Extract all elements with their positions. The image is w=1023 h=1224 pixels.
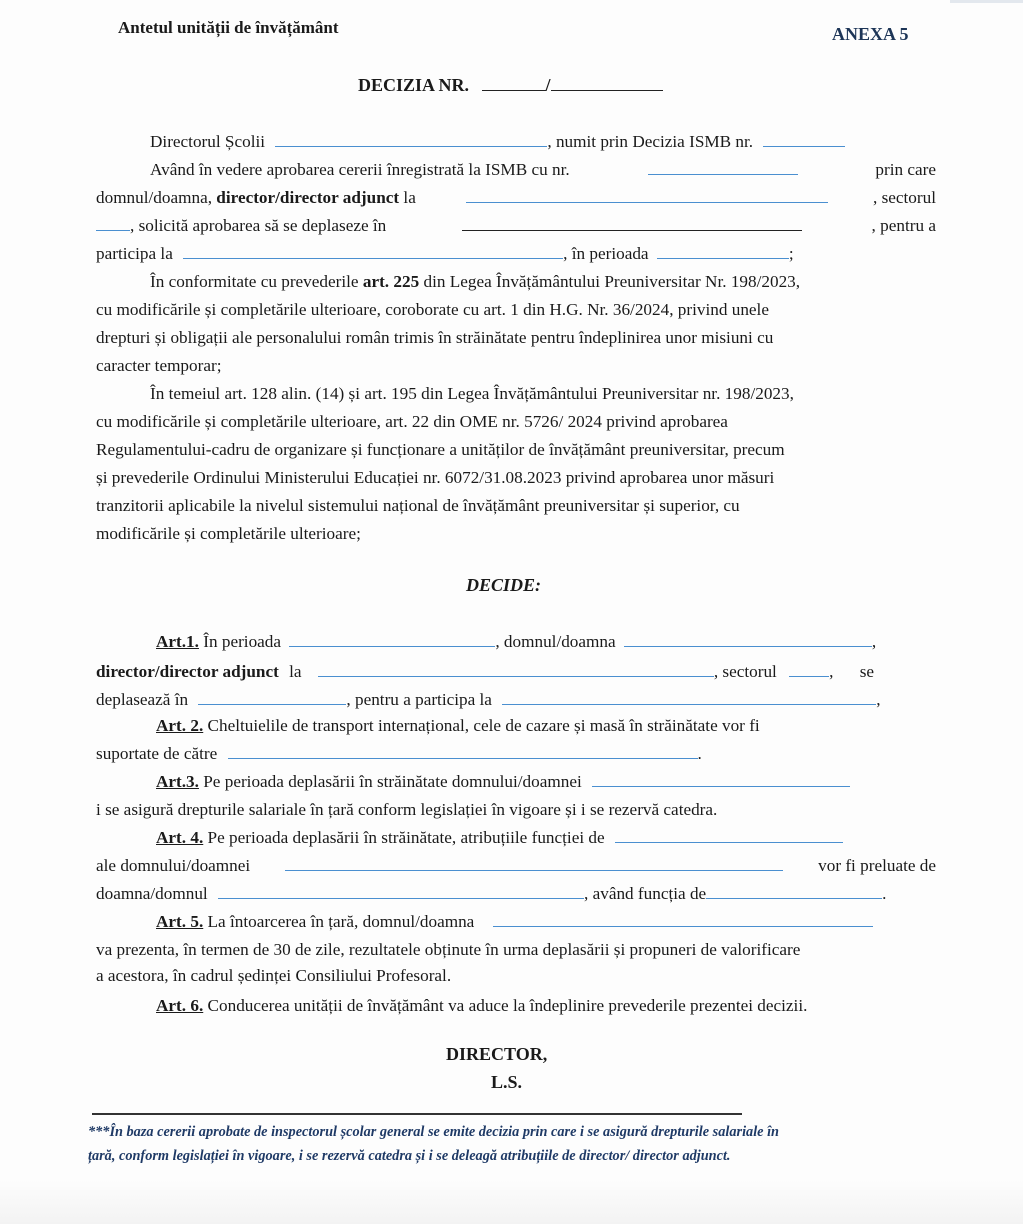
text: , pentru a	[871, 216, 936, 235]
art4-replacement-field[interactable]	[218, 884, 584, 899]
text: Având în vedere aprobarea cererii înregistrată la ISMB cu nr.	[150, 160, 570, 179]
text: În perioada	[203, 632, 282, 651]
art1-line-2	[96, 658, 936, 686]
preamble-line-9: caracter temporar;	[96, 356, 222, 375]
text: director/director adjunct	[216, 188, 400, 207]
art1-sector-field[interactable]	[789, 662, 829, 677]
decision-number-field[interactable]	[482, 76, 546, 91]
text: Pe perioada deplasării în străinătate domnului/doamnei	[203, 772, 582, 791]
decision-title-sep: /	[545, 75, 551, 95]
art3-line-2: i se asigură drepturile salariale în țară conform legislației în vigoare și i se rezervă catedra.	[96, 800, 718, 819]
school-name-field[interactable]	[275, 132, 547, 147]
art6-label: Art. 6.	[156, 996, 204, 1015]
preamble-line-13: și prevederile Ordinului Ministerului Educației nr. 6072/31.08.2023 privind aprobarea unor măsuri	[96, 468, 775, 487]
art4-line-2	[96, 852, 936, 880]
footnote-line-1: ***În baza cererii aprobate de inspectorul școlar general se emite decizia prin care i se asigură drepturile salariale în	[88, 1124, 780, 1140]
art2-line-2	[96, 740, 936, 768]
art6-line-1	[156, 992, 936, 1020]
art4-function-field[interactable]	[615, 828, 843, 843]
text: la	[289, 662, 302, 681]
art4-line-1	[156, 824, 936, 852]
preamble-line-12: Regulamentului-cadru de organizare și funcționare a unităților de învățământ preuniversitar, precum	[96, 440, 785, 459]
text: În conformitate cu prevederile	[150, 272, 359, 291]
text: la	[403, 188, 416, 207]
art2-line-1	[156, 712, 936, 740]
text: , sectorul	[713, 662, 777, 681]
text: , domnul/doamna	[495, 632, 616, 651]
school-unit-field[interactable]	[466, 188, 828, 203]
decision-date-field[interactable]	[551, 76, 663, 91]
art1-period-field[interactable]	[289, 632, 495, 647]
signature-role: DIRECTOR,	[446, 1044, 548, 1064]
text: deplasează în	[96, 690, 189, 709]
institution-header: Antetul unității de învățământ	[118, 18, 339, 37]
period-field[interactable]	[657, 244, 789, 259]
preamble-line-15: modificările și completările ulterioare;	[96, 524, 361, 543]
text: , solicită aprobarea să se deplaseze în	[130, 216, 387, 235]
signature-seal: L.S.	[491, 1072, 523, 1092]
art3-person-field[interactable]	[592, 772, 850, 787]
decide-heading: DECIDE:	[466, 575, 542, 595]
art3-line-1	[156, 768, 936, 796]
art1-line-3	[96, 686, 936, 714]
text: domnul/doamna,	[96, 188, 212, 207]
text: doamna/domnul	[96, 884, 208, 903]
ismb-decision-number-field[interactable]	[763, 132, 845, 147]
text: .	[882, 884, 887, 903]
footnote-divider	[92, 1113, 742, 1115]
text: din Legea Învățământului Preuniversitar Nr. 198/2023,	[423, 272, 801, 291]
art5-line-1	[156, 908, 936, 936]
annex-label: ANEXA 5	[832, 24, 909, 44]
art4-label: Art. 4.	[156, 828, 204, 847]
decision-title-text: DECIZIA NR.	[358, 75, 470, 95]
text: , numit prin Decizia ISMB nr.	[547, 132, 754, 151]
art1-person-field[interactable]	[624, 632, 872, 647]
text: director/director adjunct	[96, 662, 279, 681]
text: Directorul Școlii	[150, 132, 266, 151]
text: , având funcția de	[584, 884, 707, 903]
art1-destination-field[interactable]	[198, 690, 346, 705]
art1-event-field[interactable]	[502, 690, 876, 705]
text: ,	[876, 690, 881, 709]
preamble-line-2	[150, 156, 936, 184]
art1-school-field[interactable]	[318, 662, 714, 677]
text: .	[697, 744, 702, 763]
preamble-line-3	[96, 184, 936, 212]
art4-line-3	[96, 880, 936, 908]
text: Conducerea unității de învățământ va aduce la îndeplinire prevederile prezentei decizii.	[207, 996, 808, 1015]
text: se	[859, 662, 875, 681]
art5-label: Art. 5.	[156, 912, 204, 931]
preamble-line-4	[96, 212, 936, 240]
preamble-line-6	[150, 268, 936, 296]
art2-payer-field[interactable]	[228, 744, 698, 759]
preamble-line-1	[150, 128, 936, 156]
preamble-line-8: drepturi și obligații ale personalului român trimis în străinătate pentru îndeplinirea unor misiuni cu	[96, 328, 774, 347]
text: ale domnului/doamnei	[96, 856, 251, 875]
preamble-line-10: În temeiul art. 128 alin. (14) și art. 195 din Legea Învățământului Preuniversitar nr. 198/2023,	[150, 384, 794, 403]
text: ,	[829, 662, 834, 681]
preamble-line-5	[96, 240, 936, 268]
text: , pentru a participa la	[346, 690, 492, 709]
text: prin care	[875, 160, 936, 179]
destination-field[interactable]	[462, 216, 802, 231]
text: ;	[788, 244, 794, 263]
text: participa la	[96, 244, 173, 263]
art5-person-field[interactable]	[493, 912, 873, 927]
art5-line-3: a acestora, în cadrul ședinței Consiliului Profesoral.	[96, 966, 452, 985]
preamble-line-14: tranzitorii aplicabile la nivelul sistemului național de învățământ preuniversitar și superior, cu	[96, 496, 740, 515]
art2-label: Art. 2.	[156, 716, 204, 735]
text: , în perioada	[563, 244, 649, 263]
text: vor fi preluate de	[818, 856, 936, 875]
art3-label: Art.3.	[156, 772, 199, 791]
text: , sectorul	[872, 188, 936, 207]
text: Pe perioada deplasării în străinătate, atribuțiile funcției de	[207, 828, 605, 847]
art5-line-2: va prezenta, în termen de 30 de zile, rezultatele obținute în urma deplasării și propuneri de valorificare	[96, 940, 801, 959]
text: La întoarcerea în țară, domnul/doamna	[207, 912, 475, 931]
art4-replacement-function-field[interactable]	[706, 884, 882, 899]
sector-field[interactable]	[96, 216, 130, 231]
page-bottom-edge	[0, 1180, 1023, 1224]
text: ,	[871, 632, 877, 651]
text: suportate de către	[96, 744, 218, 763]
footnote-line-2: țară, conform legislației în vigoare, i se rezervă catedra și i se deleagă atribuțiile de director/ director adjunct.	[88, 1148, 731, 1164]
preamble-line-7: cu modificările și completările ulterioare, coroborate cu art. 1 din H.G. Nr. 36/2024, privind unele	[96, 300, 769, 319]
text: Cheltuielile de transport internațional, cele de cazare și masă în străinătate vor fi	[207, 716, 760, 735]
decision-title	[358, 75, 663, 96]
page-edge	[950, 0, 1023, 3]
text: art. 225	[362, 272, 420, 291]
event-field[interactable]	[183, 244, 563, 259]
art1-line-1	[156, 628, 936, 656]
art4-person-field[interactable]	[285, 856, 783, 871]
request-number-field[interactable]	[648, 160, 798, 175]
preamble-line-11: cu modificările și completările ulterioare, art. 22 din OME nr. 5726/ 2024 privind aprobarea	[96, 412, 728, 431]
art1-label: Art.1.	[156, 632, 199, 651]
